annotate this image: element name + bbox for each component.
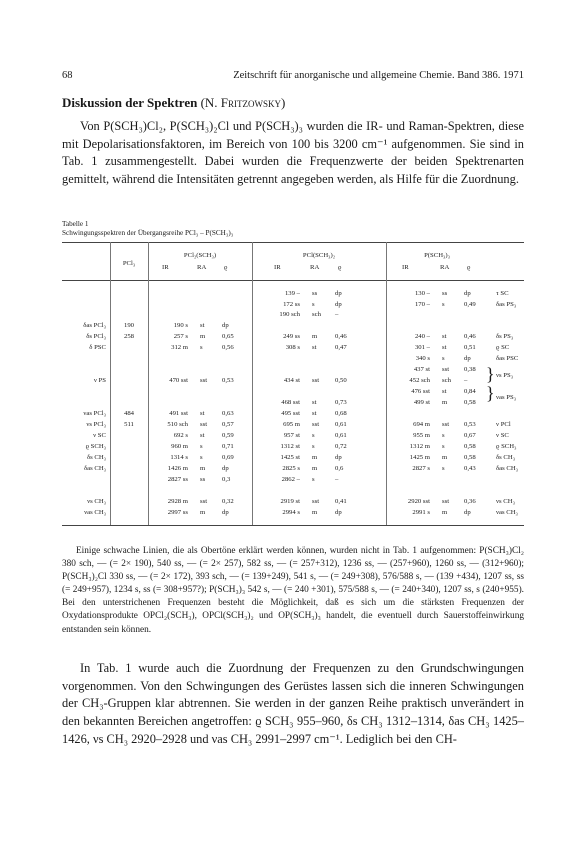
table-cell: 0,47 <box>335 344 347 351</box>
table-cell: 0,6 <box>335 465 344 472</box>
closing-paragraph <box>62 660 524 749</box>
intro-paragraph <box>62 118 524 189</box>
table-cell: 0,49 <box>464 301 476 308</box>
table-cell: m <box>442 399 448 406</box>
footnote-text: Einige schwache Linien, die als Obertöne erklärt werden können, wurden nicht in Tab. 1 aufgenommen: P(SCH₃)Cl₂ 380 sch, — (= 2× 190), 540 ss, — (= 2× 257), 582 ss, — (= 257+312), 1236 ss, — (257+960), 1260 ss, — (312+960); P(SCH₃)₂Cl 330 ss, — (= 2× 172), 393 sch, — (= 139+249), 541 s, — (= 249+308), 576/588 s, — (139 +434), 1207 ss, ss (= 249+957), 1234 s, ss (= 308+957?); P(SCH₃)₃ 542 s, — (= 240 +301), 575/588 s, — (= 240+340), 1207 ss, s (240+955). Bei den unterstrichenen Frequenzen besteht die Möglichkeit, daß es sich um die stärksten Frequenzen der Oxydationsprodukte OPCl₂(SCH₃), OPCl(SCH₃)₂ und OP(SCH₃)₃ handelt, die eventuell durch Sauerstoffeinwirkung entstanden sein können. <box>62 546 524 635</box>
assignment-label: δas CH₃ <box>496 465 519 472</box>
table-label: Tabelle 1 <box>62 220 89 228</box>
assignment-label: δas PS₃ <box>496 301 517 308</box>
assignment-label: δs CH₃ <box>496 454 516 461</box>
table-cell: sch <box>442 377 451 384</box>
row-label: νas PCl₃ <box>83 410 106 417</box>
row-label: νas CH₃ <box>84 509 106 516</box>
table-cell: 0,61 <box>335 421 347 428</box>
table-cell: 434 st <box>283 377 300 384</box>
table-cell: s <box>312 443 315 450</box>
table-cell: 0,51 <box>464 344 476 351</box>
row-label: ν PS <box>93 377 106 384</box>
table-cell: m <box>312 509 318 516</box>
table-cell: 139 – <box>284 290 300 297</box>
table-cell: m <box>200 333 206 340</box>
table-cell: 2827 s <box>412 465 430 472</box>
subheader-ir: IR <box>274 264 281 271</box>
table-cell: 0,46 <box>335 333 347 340</box>
table-cell: 0,43 <box>464 465 476 472</box>
table-cell: 249 ss <box>283 333 300 340</box>
table-cell: sst <box>442 366 450 373</box>
table-cell: 312 m <box>171 344 188 351</box>
table-cell: dp <box>335 454 342 461</box>
table-cell: 692 s <box>173 432 188 439</box>
pcl3-value: 190 <box>123 322 135 329</box>
table-cell: 1314 s <box>170 454 188 461</box>
table-cell: sst <box>312 421 320 428</box>
assignment-label: ν PCl <box>496 421 511 428</box>
table-cell: 0,63 <box>222 410 234 417</box>
section-heading <box>62 95 285 111</box>
row-label: δs PCl₃ <box>86 333 106 340</box>
table-cell: 0,41 <box>335 498 347 505</box>
table-cell: 695 m <box>283 421 300 428</box>
table-cell: s <box>442 465 445 472</box>
spectra-table <box>62 242 524 525</box>
table-caption: Schwingungsspektren der Übergangsreihe PCl₃ – P(SCH₃)₃ <box>62 229 234 237</box>
table-cell: sst <box>442 498 450 505</box>
assignment-label: νas PS₃ <box>496 394 517 401</box>
table-cell: sst <box>200 498 208 505</box>
subheader-rho: ϱ <box>467 264 471 271</box>
row-label: νs PCl₃ <box>86 421 106 428</box>
table-cell: 0,59 <box>222 432 234 439</box>
table-cell: dp <box>464 290 471 297</box>
closing-text: In Tab. 1 wurde auch die Zuordnung der Frequenzen zu den Grundschwingungen vorgenommen. Von den Schwingungen des Gerüstes lassen sich die inneren Schwingungen der CH₃-Gruppen klar abtrennen. Sie werden in der ganzen Reihe praktisch unverändert in den bekannten Bereichen angetroffen: ϱ SCH₃ 955–960, δs CH₃ 1312–1314, δas CH₃ 1425–1426, νs CH₃ 2920–2928 und νas CH₃ 2991–2997 cm⁻¹. Lediglich bei den CH- <box>62 661 524 746</box>
table-cell: 2920 sst <box>407 498 430 505</box>
intro-text: Von P(SCH₃)Cl₂, P(SCH₃)₂Cl und P(SCH₃)₃ wurden die IR- und Raman-Spektren, diese mit Depolarisationsfaktoren, im Bereich von 100 bis 3200 cm⁻¹ aufgenommen. Sie sind in Tab. 1 zusammengestellt. Dabei wurden die Frequenzwerte der beiden Spektrenarten gemittelt, während die Intensitäten getrennt angegeben werden, als Hilfe für die Zuordnung. <box>62 119 524 187</box>
table-cell: 0,58 <box>464 399 476 406</box>
table-cell: m <box>442 454 448 461</box>
table-cell: dp <box>335 290 342 297</box>
table-cell: st <box>442 344 447 351</box>
table-cell: 0,56 <box>222 344 234 351</box>
subheader-ir: IR <box>402 264 409 271</box>
table-cell: 468 sst <box>281 399 300 406</box>
row-label: νs CH₃ <box>87 498 106 505</box>
table-cell: 0,69 <box>222 454 234 461</box>
subheader-rho: ϱ <box>224 264 228 271</box>
assignment-label: ϱ SCH₃ <box>496 443 517 450</box>
table-cell: 2919 st <box>280 498 300 505</box>
row-label: δas CH₃ <box>83 465 106 472</box>
subheader-ra: RA <box>440 264 450 271</box>
table-cell: dp <box>335 509 342 516</box>
table-cell: – <box>464 377 468 384</box>
table-cell: 301 – <box>414 344 430 351</box>
row-label: δs CH₃ <box>86 454 106 461</box>
table-cell: 2997 ss <box>167 509 188 516</box>
pcl3-value: 484 <box>123 410 135 417</box>
section-title: Diskussion der Spektren <box>62 95 198 110</box>
table-cell: 240 – <box>414 333 430 340</box>
table-cell: 1425 st <box>280 454 300 461</box>
table-cell: s <box>442 443 445 450</box>
table-cell: 452 sch <box>409 377 430 384</box>
table-cell: 190 sch <box>279 311 300 318</box>
row-label: δas PCl₃ <box>83 322 106 329</box>
journal-title: Zeitschrift für anorganische und allgemeine Chemie. Band 386. 1971 <box>233 70 524 81</box>
table-cell: 0,84 <box>464 388 476 395</box>
table-cell: ss <box>200 476 206 483</box>
table-cell: s <box>200 454 203 461</box>
assignment-label: νs CH₃ <box>496 498 515 505</box>
table-cell: s <box>200 344 203 351</box>
table-cell: 172 ss <box>283 301 300 308</box>
group-header-pcl3: PCl₃ <box>122 260 136 267</box>
table-cell: s <box>442 301 445 308</box>
group-header-pcl2sch3: PCl₂(SCH₃) <box>183 252 217 259</box>
table-cell: 0,71 <box>222 443 234 450</box>
table-cell: sch <box>312 311 321 318</box>
table-cell: m <box>200 465 206 472</box>
table-cell: 495 sst <box>281 410 300 417</box>
brace-nu-ps3: } <box>486 364 495 384</box>
table-cell: sst <box>200 421 208 428</box>
assignment-label: ϱ SC <box>496 344 510 351</box>
table-cell: 957 st <box>283 432 300 439</box>
pcl3-value: 511 <box>124 421 134 428</box>
table-cell: 0,3 <box>222 476 231 483</box>
table-cell: st <box>442 333 447 340</box>
group-header-psch33: P(SCH₃)₃ <box>424 252 450 259</box>
page-number: 68 <box>62 70 73 81</box>
table-cell: 510 sch <box>167 421 188 428</box>
table-cell: m <box>200 509 206 516</box>
table-cell: – <box>335 476 339 483</box>
table-cell: st <box>200 432 205 439</box>
table-cell: st <box>200 410 205 417</box>
table-cell: st <box>312 344 317 351</box>
row-label: ϱ SCH₃ <box>85 443 106 450</box>
table-cell: dp <box>464 509 471 516</box>
table-cell: 0,46 <box>464 333 476 340</box>
table-cell: 0,61 <box>335 432 347 439</box>
table-cell: 1312 st <box>280 443 300 450</box>
row-label: δ PSC <box>89 344 106 351</box>
table-cell: s <box>312 476 315 483</box>
brace-nuas-ps3: } <box>486 383 495 403</box>
table-cell: sst <box>442 421 450 428</box>
table-cell: 960 m <box>171 443 188 450</box>
table-cell: 0,67 <box>464 432 476 439</box>
table-cell: 1312 m <box>409 443 430 450</box>
table-cell: s <box>442 355 445 362</box>
table-cell: 476 sst <box>411 388 430 395</box>
table-cell: sst <box>200 377 208 384</box>
table-cell: st <box>200 322 205 329</box>
table-cell: 308 s <box>285 344 300 351</box>
table-cell: 0,72 <box>335 443 347 450</box>
table-cell: m <box>312 454 318 461</box>
table-cell: st <box>312 410 317 417</box>
table-cell: 0,53 <box>464 421 476 428</box>
table-cell: 1425 m <box>409 454 430 461</box>
subheader-ir: IR <box>162 264 169 271</box>
table-cell: 0,32 <box>222 498 234 505</box>
table-cell: 470 sst <box>169 377 188 384</box>
table-cell: dp <box>222 465 229 472</box>
table-cell: sst <box>312 498 320 505</box>
table-cell: dp <box>222 322 229 329</box>
table-cell: dp <box>335 301 342 308</box>
table-cell: 130 – <box>414 290 430 297</box>
table-cell: 955 m <box>413 432 430 439</box>
subheader-rho: ϱ <box>338 264 342 271</box>
table-cell: 2928 m <box>167 498 188 505</box>
assignment-label: νs PS₃ <box>496 372 514 379</box>
row-label: ν SC <box>93 432 106 439</box>
table-cell: m <box>312 333 318 340</box>
table-cell: s <box>200 443 203 450</box>
table-cell: 437 st <box>413 366 430 373</box>
table-cell: 499 st <box>413 399 430 406</box>
table-cell: 190 s <box>173 322 188 329</box>
table-cell: 491 sst <box>169 410 188 417</box>
table-cell: 0,58 <box>464 443 476 450</box>
group-header-pclsch32: PCl(SCH₃)₂ <box>302 252 336 259</box>
table-cell: ss <box>312 290 318 297</box>
table-cell: – <box>335 311 339 318</box>
table-cell: 0,57 <box>222 421 234 428</box>
assignment-label: νas CH₃ <box>496 509 518 516</box>
assignment-label: ν SC <box>496 432 509 439</box>
table-cell: 0,68 <box>335 410 347 417</box>
table-cell: m <box>312 465 318 472</box>
table-cell: dp <box>464 355 471 362</box>
table-cell: s <box>312 432 315 439</box>
table-cell: 257 s <box>173 333 188 340</box>
table-cell: 2825 s <box>282 465 300 472</box>
table-cell: s <box>442 432 445 439</box>
table-cell: 0,58 <box>464 454 476 461</box>
assignment-label: δas PSC <box>496 355 519 362</box>
table-cell: 0,53 <box>222 377 234 384</box>
table-cell: 0,65 <box>222 333 234 340</box>
table-cell: 0,73 <box>335 399 347 406</box>
table-cell: dp <box>222 509 229 516</box>
table-cell: 694 m <box>413 421 430 428</box>
subheader-ra: RA <box>310 264 320 271</box>
table-cell: st <box>312 399 317 406</box>
table-cell: 170 – <box>414 301 430 308</box>
table-cell: st <box>442 388 447 395</box>
table-cell: m <box>442 509 448 516</box>
section-author: (N. Fritzowsky) <box>200 95 286 110</box>
pcl3-value: 258 <box>123 333 135 340</box>
table-cell: 1426 m <box>167 465 188 472</box>
table-cell: 2991 s <box>412 509 430 516</box>
assignment-label: τ SC <box>496 290 509 297</box>
table-cell: 2994 s <box>282 509 300 516</box>
table-cell: 2862 – <box>281 476 300 483</box>
table-cell: 0,38 <box>464 366 476 373</box>
table-cell: 0,36 <box>464 498 476 505</box>
subheader-ra: RA <box>197 264 207 271</box>
table-cell: s <box>312 301 315 308</box>
table-cell: 2827 ss <box>167 476 188 483</box>
table-cell: ss <box>442 290 448 297</box>
table-cell: sst <box>312 377 320 384</box>
table-cell: 0,50 <box>335 377 347 384</box>
table-caption-block <box>62 220 233 238</box>
table-cell: 340 s <box>415 355 430 362</box>
assignment-label: δs PS₃ <box>496 333 514 340</box>
footnote <box>62 545 524 637</box>
